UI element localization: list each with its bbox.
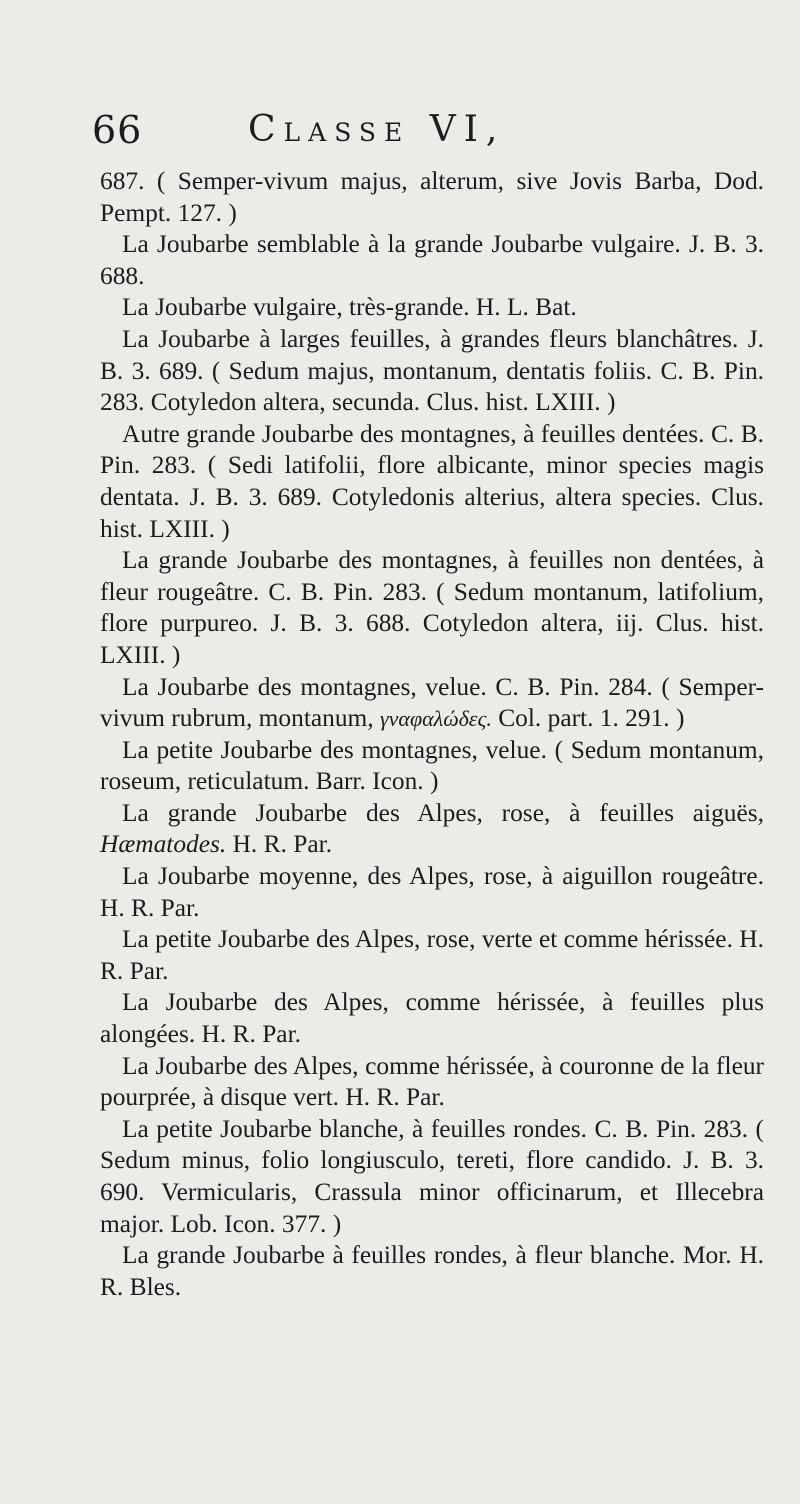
paragraph (100, 735, 764, 798)
page-number: 66 (92, 108, 143, 152)
paragraph (100, 987, 764, 1050)
paragraph (100, 545, 764, 671)
paragraph-text: H. R. Par. (226, 830, 333, 859)
paragraph (100, 861, 764, 924)
greek-text: γναφαλώδες. (379, 706, 492, 732)
paragraph-text: La Joubarbe à larges feuilles, à grandes fleurs blanchâtres. J. B. 3. 689. ( Sedum majus, montanum, dentatis foliis. C. B. Pin. 283. Cotyledon altera, secunda. Clus. hist. LXIII. ) (100, 324, 764, 417)
paragraph-text: La grande Joubarbe des montagnes, à feuilles non dentées, à fleur rougeâtre. C. B. Pin. 283. ( Sedum montanum, latifolium, flore purpureo. J. B. 3. 688. Cotyledon altera, iij. Clus. hist. LXIII. ) (100, 546, 764, 669)
paragraph-text: La petite Joubarbe blanche, à feuilles rondes. C. B. Pin. 283. ( Sedum minus, folio longiusculo, tereti, flore candido. J. B. 3. 690. Vermicularis, Crassula minor officinarum, et Illecebra major. Lob. Icon. 377. ) (100, 1114, 764, 1238)
paragraph-text: Autre grande Joubarbe des montagnes, à feuilles dentées. C. B. Pin. 283. ( Sedi latifolii, flore albicante, minor species magis dentata. J. B. 3. 689. Cotyledonis alterius, altera species. Clus. hist. LXIII. ) (100, 419, 764, 543)
paragraph-text: La Joubarbe des montagnes, velue. C. B. Pin. 284. ( Semper-vivum rubrum, montanum, (100, 672, 764, 733)
paragraph (100, 1240, 764, 1303)
paragraph (100, 672, 764, 735)
paragraph-text: Col. part. 1. 291. ) (491, 704, 685, 733)
paragraph-text: La grande Joubarbe des Alpes, rose, à feuilles aiguës, (122, 798, 764, 827)
page-header (92, 108, 764, 160)
paragraph-text: La Joubarbe des Alpes, comme hérissée, à couronne de la fleur pourprée, à disque vert. H. R. Par. (100, 1051, 764, 1112)
paragraph (100, 798, 764, 861)
paragraph-text: La petite Joubarbe des Alpes, rose, verte et comme hérissée. H. R. Par. (100, 925, 764, 985)
paragraph-text: La Joubarbe vulgaire, très-grande. H. L. Bat. (122, 293, 577, 322)
paragraph (100, 924, 764, 987)
paragraph (100, 229, 764, 292)
paragraph (100, 324, 764, 419)
italic-text: Hæmatodes. (100, 830, 227, 859)
paragraph-text: La Joubarbe moyenne, des Alpes, rose, à aiguillon rougeâtre. H. R. Par. (100, 862, 764, 922)
paragraph (100, 292, 764, 324)
paragraph (100, 166, 764, 229)
paragraph-text: La Joubarbe des Alpes, comme hérissée, à feuilles plus alongées. H. R. Par. (100, 988, 764, 1049)
paragraph-text: La petite Joubarbe des montagnes, velue. ( Sedum montanum, roseum, reticulatum. Barr. Icon. ) (100, 735, 764, 796)
paragraph-text: 687. ( Semper-vivum majus, alterum, sive Jovis Barba, Dod. Pempt. 127. ) (100, 167, 764, 227)
paragraph (100, 1114, 764, 1240)
paragraph-text: La Joubarbe semblable à la grande Joubarbe vulgaire. J. B. 3. 688. (100, 230, 764, 290)
body-text (100, 166, 764, 1303)
paragraph (100, 1051, 764, 1114)
running-head: Classe VI, (248, 109, 506, 150)
paragraph (100, 419, 764, 545)
paragraph-text: La grande Joubarbe à feuilles rondes, à fleur blanche. Mor. H. R. Bles. (100, 1241, 764, 1301)
